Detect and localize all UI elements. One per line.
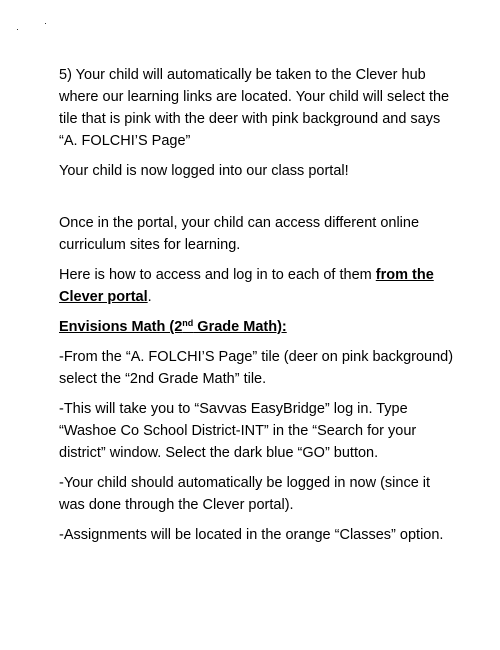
instruction-item: -Assignments will be located in the orange “Classes” option. xyxy=(59,527,444,543)
instruction-item: -From the “A. FOLCHI’S Page” tile (deer on pink background) select the “2nd Grade Math” tile. xyxy=(59,349,454,387)
scan-speck xyxy=(45,23,46,24)
howto-text: Here is how to access and log in to each of them xyxy=(59,267,376,283)
howto-period: . xyxy=(147,289,152,305)
howto-paragraph xyxy=(59,264,454,308)
envisions-math-heading xyxy=(59,316,454,338)
document-body xyxy=(59,64,454,554)
instruction-item: -This will take you to “Savvas EasyBridge” log in. Type “Washoe Co School District-INT” in the “Search for your district” window. Select the dark blue “GO” button. xyxy=(59,401,417,461)
portal-intro-paragraph: Once in the portal, your child can access different online curriculum sites for learning. xyxy=(59,215,420,253)
instruction-item: -Your child should automatically be logged in now (since it was done through the Clever portal). xyxy=(59,475,431,513)
heading-text-part1: Envisions Math (2 xyxy=(59,319,183,335)
scan-speck xyxy=(17,29,18,30)
step-5-paragraph: 5) Your child will automatically be taken to the Clever hub where our learning links are located. Your child will select the tile that is pink with the deer with pink background and says “A. FOLCHI’S Page” xyxy=(59,67,450,149)
logged-in-paragraph: Your child is now logged into our class portal! xyxy=(59,163,349,179)
clever-portal-emphasis: from the Clever portal xyxy=(59,267,434,305)
paragraph-gap xyxy=(59,190,454,212)
heading-superscript: nd xyxy=(182,318,194,328)
heading-text-part2: Grade Math): xyxy=(193,319,287,335)
